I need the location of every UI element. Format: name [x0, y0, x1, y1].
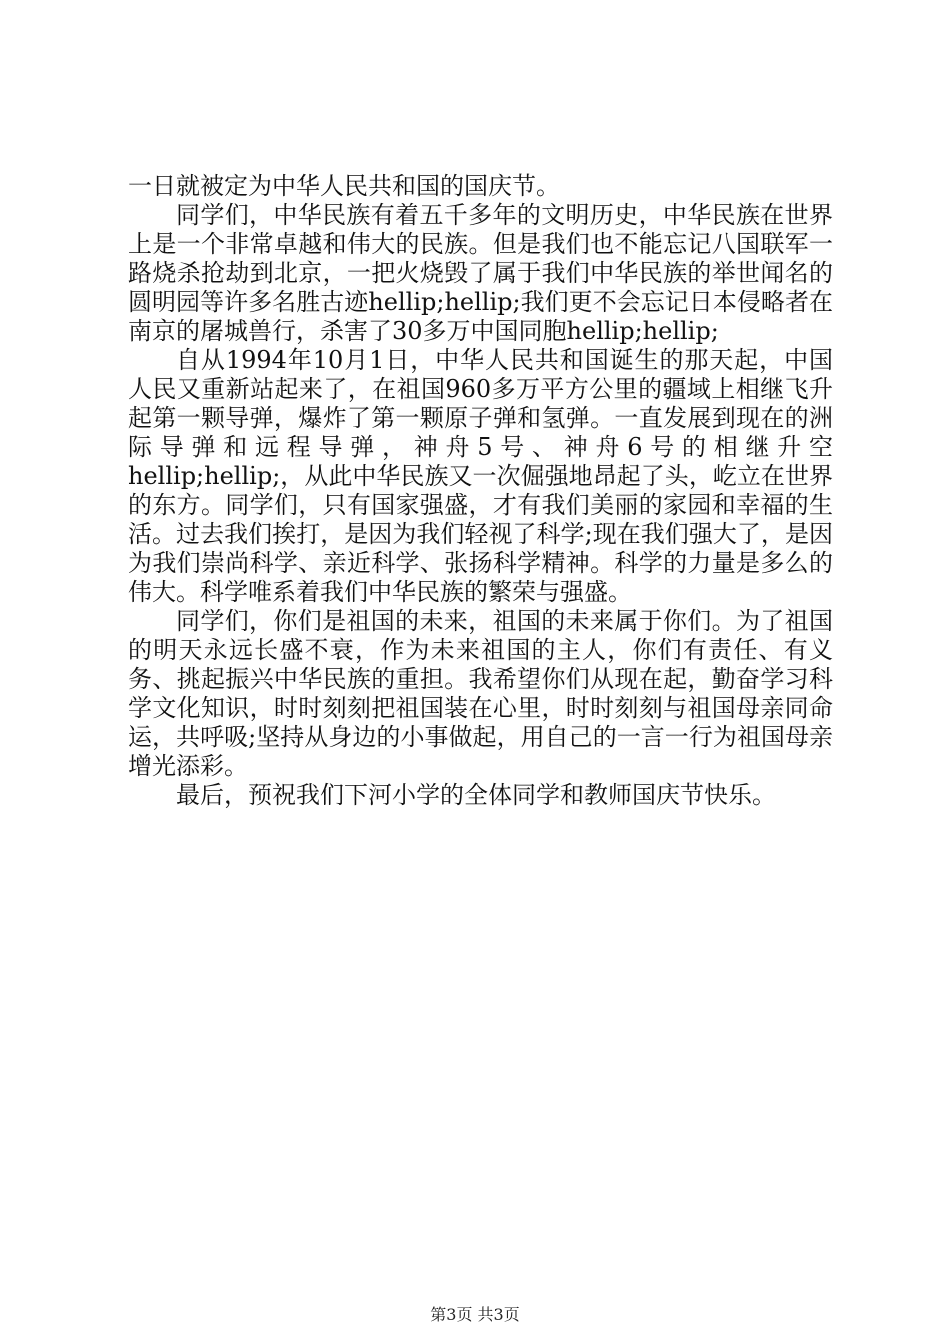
- paragraph-future: 同学们，你们是祖国的未来，祖国的未来属于你们。为了祖国的明天永远长盛不衰，作为未来祖国的主人，你们有责任、有义务、挑起振兴中华民族的重担。我希望你们从现在起，勤奋学习科学文化知识，时时刻刻把祖国装在心里，时时刻刻与祖国母亲同命运，共呼吸;坚持从身边的小事做起，用自己的一言一行为祖国母亲增光添彩。: [128, 607, 833, 780]
- paragraph-continuation: 一日就被定为中华人民共和国的国庆节。: [128, 172, 560, 200]
- paragraph-closing: 最后，预祝我们下河小学的全体同学和教师国庆节快乐。: [176, 781, 776, 809]
- document-body: [128, 172, 833, 810]
- paragraph-history: 同学们，中华民族有着五千多年的文明历史，中华民族在世界上是一个非常卓越和伟大的民族。但是我们也不能忘记八国联军一路烧杀抢劫到北京，一把火烧毁了属于我们中华民族的举世闻名的圆明园等许多名胜古迹hellip;hellip;我们更不会忘记日本侵略者在南京的屠城兽行，杀害了30多万中国同胞hellip;hellip;: [128, 201, 833, 345]
- page-footer: 第3页 共3页: [430, 1305, 520, 1324]
- paragraph-founding: 自从1994年10月1日，中华人民共和国诞生的那天起，中国人民又重新站起来了，在祖国960多万平方公里的疆域上相继飞升起第一颗导弹，爆炸了第一颗原子弹和氢弹。一直发展到现在的洲际导弹和远程导弹，神舟5号、神舟6号的相继升空hellip;hellip;，从此中华民族又一次倔强地昂起了头，屹立在世界的东方。同学们，只有国家强盛，才有我们美丽的家园和幸福的生活。过去我们挨打，是因为我们轻视了科学;现在我们强大了，是因为我们崇尚科学、亲近科学、张扬科学精神。科学的力量是多么的伟大。科学唯系着我们中华民族的繁荣与强盛。: [128, 346, 833, 606]
